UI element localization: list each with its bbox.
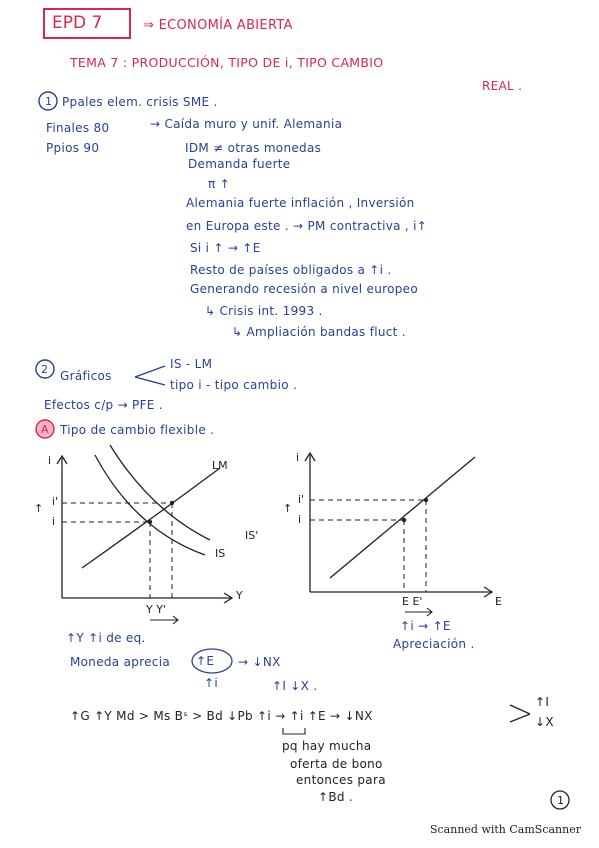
left-i0-label: i (52, 515, 56, 528)
chain-line: ↑G ↑Y Md > Ms Bˢ > Bd ↓Pb ↑i → ↑i ↑E → ↓NX (70, 709, 373, 723)
effect-line-2b: → ↓NX (238, 655, 281, 669)
branch-tipo: tipo i - tipo cambio . (170, 378, 298, 392)
box-title: EPD 7 (52, 13, 103, 33)
section1-title: Ppales elem. crisis SME . (62, 95, 218, 109)
sec1-line-9: ↳ Ampliación bandas fluct . (232, 325, 406, 339)
is1-label: IS' (245, 529, 259, 542)
chain-up: ↑I (535, 695, 550, 709)
note-2: oferta de bono (290, 757, 383, 771)
note-1: pq hay mucha (282, 739, 372, 753)
nx-branch (510, 705, 530, 722)
sec1-line-0: IDM ≠ otras monedas (185, 141, 322, 155)
left-graph (57, 445, 232, 624)
tema-line-2: REAL . (482, 79, 523, 93)
right-graph (305, 453, 492, 616)
sec1-line-6: Resto de países obligados a ↑i . (190, 263, 392, 277)
finales-text: → Caída muro y unif. Alemania (150, 117, 343, 131)
efectos-line: Efectos c/p → PFE . (44, 398, 163, 412)
scanner-footer: Scanned with CamScanner (429, 823, 581, 836)
effect-line-2a: Moneda aprecia (70, 655, 170, 669)
sec1-line-7: Generando recesión a nivel europeo (190, 282, 418, 296)
ppios-label: Ppios 90 (46, 141, 100, 155)
left-y-ticks: Y Y' (146, 603, 166, 616)
lm-label: LM (212, 459, 228, 472)
note-3: entonces para (296, 773, 386, 787)
right-i0-label: i (298, 513, 302, 526)
sec1-line-1: Demanda fuerte (188, 157, 291, 171)
pb-bracket (283, 728, 305, 734)
right-y-axis-label: i (296, 451, 300, 464)
header-title: ⇒ ECONOMÍA ABIERTA (143, 18, 293, 33)
is1-curve (110, 445, 210, 540)
right-i1-label: i' (298, 493, 305, 506)
ie-line (330, 457, 475, 578)
page-number: 1 (557, 794, 564, 807)
sec1-line-3: Alemania fuerte inflación , Inversión (186, 196, 415, 210)
section1-number: 1 (45, 95, 52, 108)
sec1-line-5: Si i ↑ → ↑E (190, 241, 261, 255)
effect-under-e: ↑i (204, 676, 218, 690)
tema-line-1: TEMA 7 : PRODUCCIÓN, TIPO DE i, TIPO CAMBIO (70, 55, 384, 70)
effect-right-2: Apreciación . (393, 637, 475, 651)
is0-label: IS (215, 547, 226, 560)
sec1-line-4: en Europa este . → PM contractiva , i↑ (186, 219, 428, 233)
graficos-label: Gráficos (60, 369, 112, 383)
subsection-a-letter: A (41, 423, 49, 436)
graficos-branch (135, 366, 165, 385)
left-x-axis-label: Y (236, 589, 243, 602)
effect-line-1: ↑Y ↑i de eq. (66, 631, 146, 645)
subsection-a-title: Tipo de cambio flexible . (60, 423, 215, 437)
left-arrow: ↑ (34, 502, 44, 515)
section2-number: 2 (41, 363, 48, 376)
left-y-axis-label: i (48, 454, 52, 467)
sec1-line-8: ↳ Crisis int. 1993 . (205, 304, 323, 318)
right-x-axis-label: E (495, 595, 502, 608)
right-arrow: ↑ (283, 502, 293, 515)
chain-down: ↓X (535, 715, 554, 729)
finales-label: Finales 80 (46, 121, 110, 135)
note-4: ↑Bd . (318, 790, 354, 804)
right-e-ticks: E E' (402, 595, 423, 608)
sec1-line-2: π ↑ (208, 177, 230, 191)
effect-nx-line: ↑I ↓X . (272, 679, 318, 693)
effect-right-1: ↑i → ↑E (400, 619, 451, 633)
branch-is-lm: IS - LM (170, 357, 213, 371)
effect-circled-e: ↑E (196, 654, 215, 668)
left-i1-label: i' (52, 495, 59, 508)
